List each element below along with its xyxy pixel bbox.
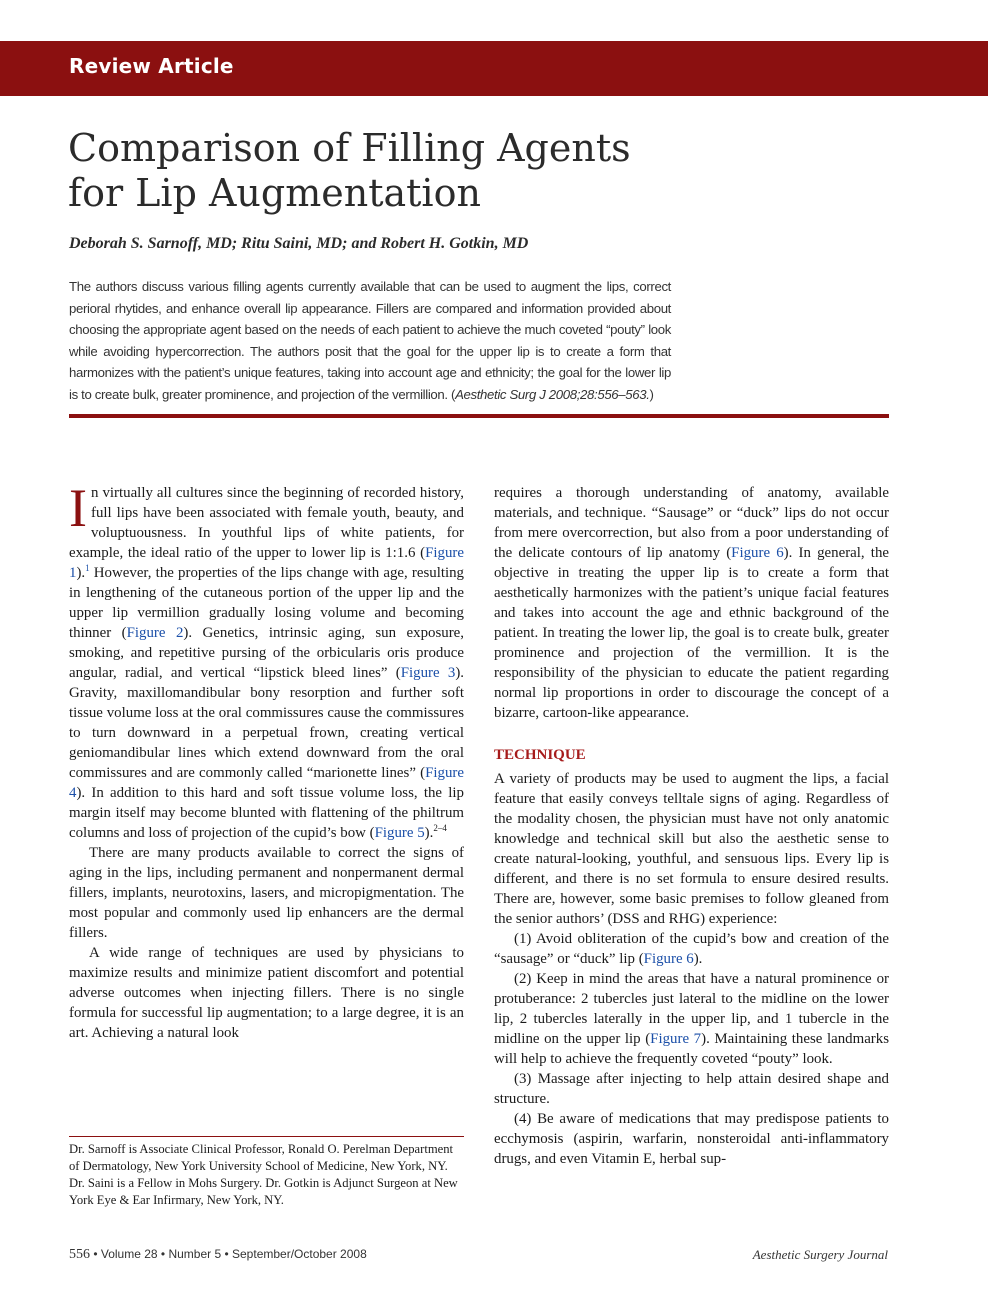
list-item (494, 969, 889, 1069)
abstract-close: ) (649, 386, 654, 402)
figure-3-link[interactable]: Figure 3 (400, 665, 456, 681)
text-run: ). Gravity, maxillomandibular bony resorption and further soft tissue volume loss at the oral commissures cause the commissures to turn downward in a perpetual frown, creating vertical geniomandibular lines which extend downward from the oral commissures and are commonly called “marionette lines” ( (69, 665, 464, 781)
body-column-right (494, 483, 889, 1169)
title-line-2: for Lip Augmentation (68, 171, 481, 215)
section-heading-technique: TECHNIQUE (494, 747, 586, 763)
list-item: (4) Be aware of medications that may predispose patients to ecchymosis (aspirin, warfarin, nonsteroidal anti-inflammatory drugs, and even Vitamin E, herbal sup- (494, 1111, 889, 1167)
abstract-divider (69, 414, 889, 418)
text-run: ). (693, 951, 703, 967)
list-item: (3) Massage after injecting to help attain desired shape and structure. (494, 1071, 889, 1107)
figure-4-link[interactable]: Figure 4 (69, 765, 464, 801)
figure-2-link[interactable]: Figure 2 (126, 625, 184, 641)
abstract (69, 276, 671, 406)
figure-1-link[interactable]: Figure 1 (69, 545, 464, 581)
reference-1-link[interactable]: 1 (85, 563, 90, 574)
text-run: However, the properties of the lips change with age, resulting in lengthening of the cutaneous portion of the upper lip and the upper lip vermillion gradually losing volume and becoming thinner ( (69, 565, 464, 641)
paragraph: A variety of products may be used to augment the lips, a facial feature that easily conveys telltale signs of aging. Regardless of the modality chosen, the physician must have not only anatomic knowledge and technical skill but also the aesthetic sense to create natural-looking, youthful, and sensuous lips. Every lip is different, and there is no set formula to ensure desired results. There are, however, some basic premises to follow gleaned from the senior authors’ (DSS and RHG) experience: (494, 771, 889, 927)
section-label: Review Article (69, 54, 234, 78)
drop-cap: I (69, 478, 87, 538)
paragraph: There are many products available to correct the signs of aging in the lips, including permanent and nonpermanent dermal fillers, implants, neurotoxins, lasers, and micropigmentation. The most popular and commonly used lip enhancers are the dermal fillers. (69, 845, 464, 941)
reference-2-4-link[interactable]: 2–4 (433, 823, 447, 834)
list-item (494, 929, 889, 969)
text-run: (2) Keep in mind the areas that have a natural prominence or protuberance: 2 tubercles just lateral to the midline on the lower lip, 2 tubercles laterally in the upper lip, and 1 tubercle in the midline on the upper lip ( (494, 971, 889, 1047)
title-line-1: Comparison of Filling Agents (68, 126, 631, 170)
paragraph (69, 478, 465, 843)
figure-6-link[interactable]: Figure 6 (643, 951, 694, 967)
text-run: ). (76, 565, 86, 581)
issue-info: • Volume 28 • Number 5 • September/October 2008 (90, 1247, 367, 1261)
paragraph (494, 483, 889, 723)
text-run: (1) Avoid obliteration of the cupid’s bow and creation of the “sausage” or “duck” lip ( (494, 931, 889, 967)
abstract-citation: Aesthetic Surg J 2008;28:556–563. (455, 386, 650, 402)
figure-7-link[interactable]: Figure 7 (650, 1031, 702, 1047)
text-run: ). Genetics, intrinsic aging, sun exposure, smoking, and repetitive pursing of the orbicularis oris produce angular, radial, and vertical “lipstick bleed lines” ( (69, 625, 465, 681)
author-affiliations-footnote: Dr. Sarnoff is Associate Clinical Professor, Ronald O. Perelman Department of Dermatology, New York University School of Medicine, New York, NY. Dr. Saini is a Fellow in Mohs Surgery. Dr. Gotkin is Adjunct Surgeon at New York Eye & Ear Infirmary, New York, NY. (69, 1142, 458, 1207)
journal-name: Aesthetic Surgery Journal (752, 1247, 888, 1262)
figure-6-link[interactable]: Figure 6 (731, 545, 784, 561)
author-list: Deborah S. Sarnoff, MD; Ritu Saini, MD; and Robert H. Gotkin, MD (69, 235, 529, 252)
text-run: ). (424, 825, 434, 841)
footnote-divider (69, 1136, 464, 1137)
article-title (68, 126, 888, 216)
text-run: n virtually all cultures since the beginning of recorded history, full lips have been associated with female youth, beauty, and voluptuousness. In youthful lips of white patients, for example, the ideal ratio of the upper to lower lip is 1:1.6 ( (69, 485, 464, 561)
body-column-left (69, 478, 465, 1043)
page-footer-left (69, 1247, 367, 1263)
section-banner (0, 41, 988, 96)
text-run: ). Maintaining these landmarks will help to achieve the frequently coveted “pouty” look. (494, 1031, 890, 1067)
figure-5-link[interactable]: Figure 5 (374, 825, 425, 841)
text-run: ). In general, the objective in treating the upper lip is to create a form that aesthetically harmonizes with the patient’s unique facial features and takes into account the age and ethnic background of the patient. In treating the lower lip, the goal is to create bulk, greater prominence and projection of the vermillion. It is the responsibility of the physician to educate the patient regarding normal lip proportions in order to discourage the concept of a bizarre, cartoon-like appearance. (494, 545, 890, 721)
text-run: requires a thorough understanding of anatomy, available materials, and technique. “Sausage” or “duck” lips do not occur from mere overcorrection, but also from a poor understanding of the delicate contours of lip anatomy ( (494, 485, 889, 561)
page-number: 556 (69, 1247, 90, 1262)
abstract-text: The authors discuss various filling agents currently available that can be used to augment the lips, correct perioral rhytides, and enhance overall lip appearance. Fillers are compared and information provided about choosing the appropriate agent based on the needs of each patient to achieve the much coveted “pouty” look while avoiding hypercorrection. The authors posit that the goal for the upper lip is to create a form that harmonizes with the patient’s unique features, taking into account age and ethnicity; the goal for the lower lip is to create bulk, greater prominence, and projection of the vermillion. ( (69, 279, 671, 402)
paragraph: A wide range of techniques are used by physicians to maximize results and minimize patient discomfort and potential adverse outcomes when injecting fillers. There is no single formula for successful lip augmentation; to a large degree, it is an art. Achieving a natural look (69, 945, 464, 1041)
text-run: ). In addition to this hard and soft tissue volume loss, the lip margin itself may become blunted with flattening of the philtrum columns and loss of projection of the cupid’s bow ( (69, 785, 464, 841)
